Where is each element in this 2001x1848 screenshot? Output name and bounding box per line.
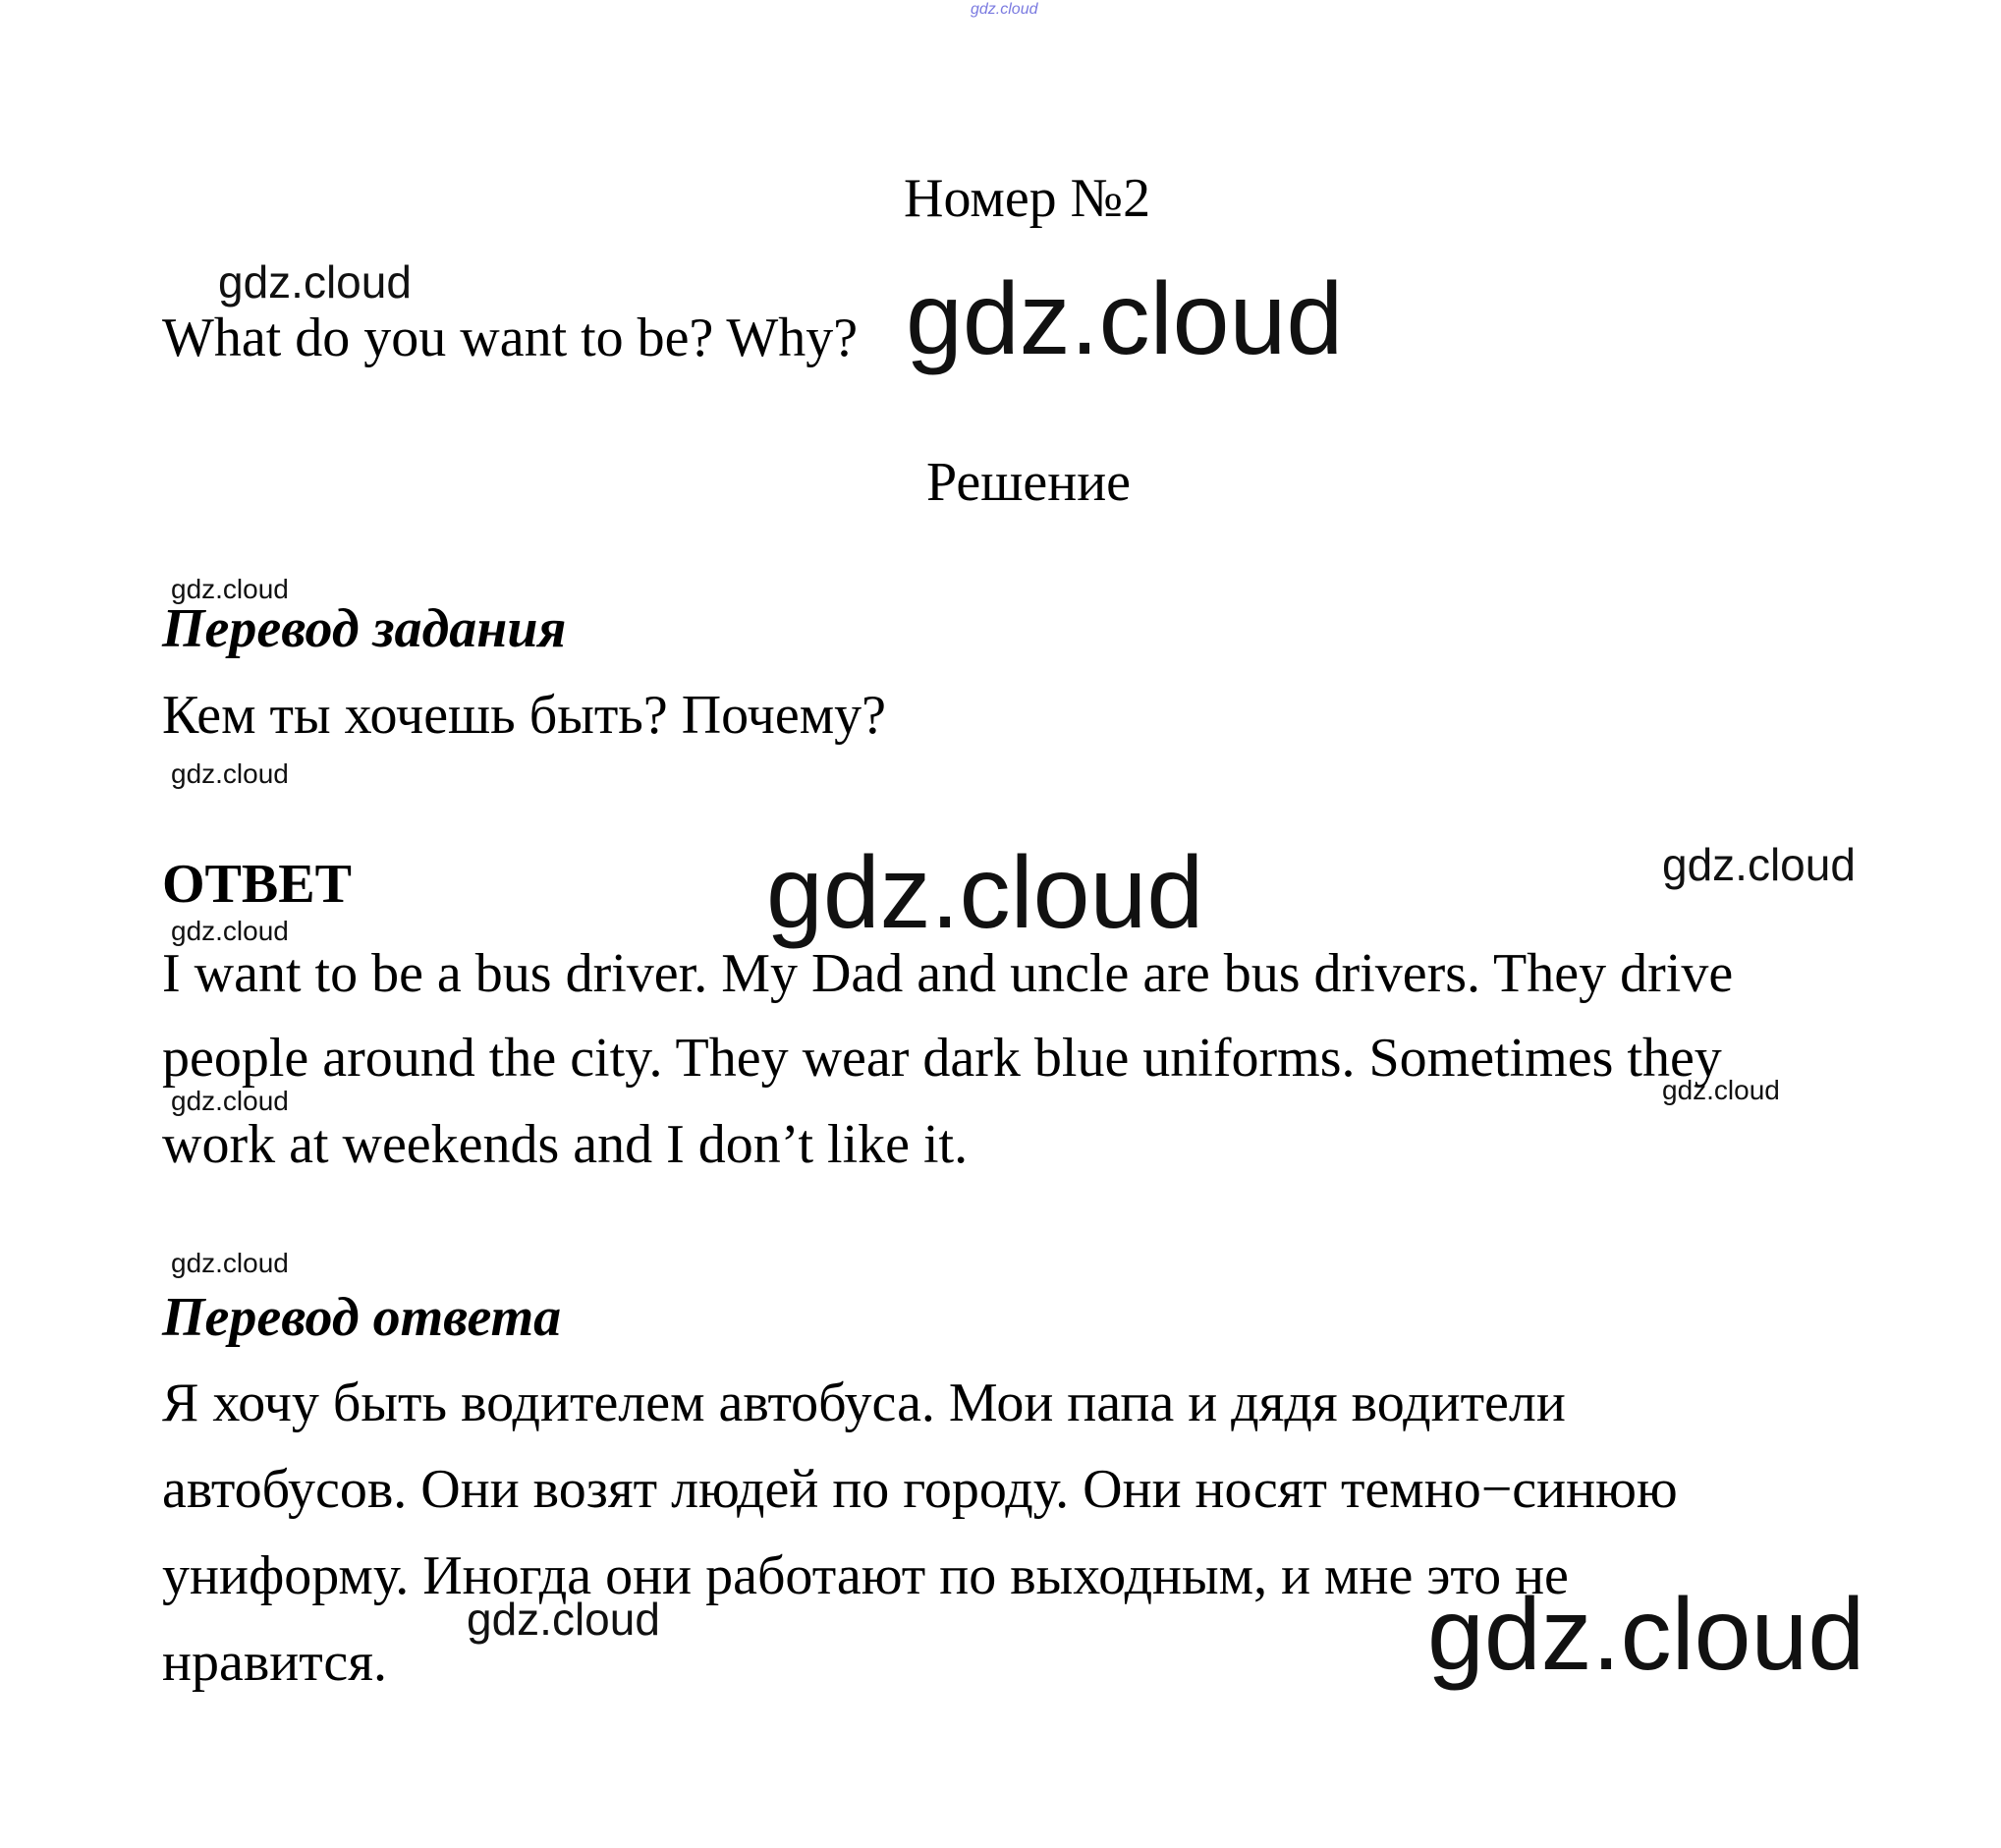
watermark: gdz.cloud [218, 256, 412, 308]
task-text: What do you want to be? Why? [162, 308, 859, 368]
answer-translation-line: униформу. Иногда они работают по выходным, и мне это не [162, 1545, 1569, 1606]
answer-translation-line: автобусов. Они возят людей по городу. Они носят темно−синюю [162, 1459, 1678, 1520]
watermark: gdz.cloud [171, 1248, 289, 1278]
task-translation-heading: Перевод задания [162, 598, 567, 659]
watermark: gdz.cloud [171, 758, 289, 789]
watermark: gdz.cloud [1662, 839, 1856, 890]
answer-line: I want to be a bus driver. My Dad and uncle are bus drivers. They drive [162, 943, 1734, 1004]
page-title: Номер №2 [904, 168, 1151, 229]
answer-translation-heading: Перевод ответа [162, 1287, 562, 1348]
answer-line: people around the city. They wear dark blue uniforms. Sometimes they [162, 1028, 1722, 1089]
watermark-large: gdz.cloud [906, 262, 1344, 376]
watermark: gdz.cloud [171, 1086, 289, 1116]
solution-label: Решение [926, 452, 1132, 513]
answer-translation-line: Я хочу быть водителем автобуса. Мои папа и дядя водители [162, 1372, 1566, 1433]
watermark: gdz.cloud [171, 916, 289, 946]
watermark-top: gdz.cloud [971, 1, 1038, 18]
watermark-large: gdz.cloud [766, 836, 1204, 950]
watermark-large: gdz.cloud [1427, 1578, 1865, 1692]
watermark: gdz.cloud [467, 1594, 660, 1645]
answer-line: work at weekends and I don’t like it. [162, 1114, 969, 1175]
watermark: gdz.cloud [171, 574, 289, 604]
task-translation-text: Кем ты хочешь быть? Почему? [162, 685, 886, 746]
watermark: gdz.cloud [1662, 1075, 1780, 1105]
answer-heading: ОТВЕТ [162, 854, 352, 915]
answer-translation-line: нравится. [162, 1632, 388, 1693]
